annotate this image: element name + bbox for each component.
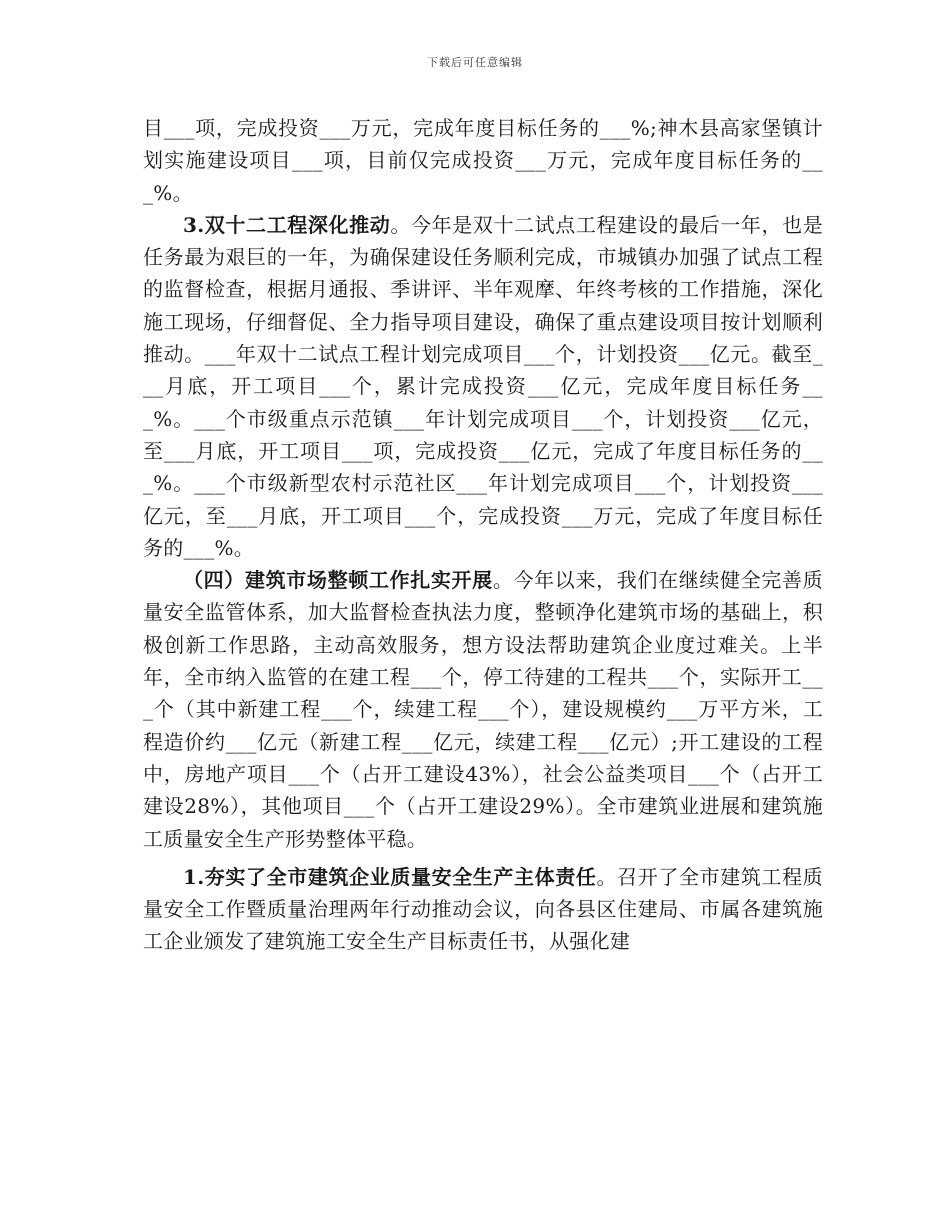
page-header: 下载后可任意编辑 [427,56,523,69]
paragraph-construction-market [143,564,823,855]
document-body [143,112,823,958]
paragraph-text: 目___项，完成投资___万元，完成年度目标任务的___%;神木县高家堡镇计划实施建设项目___项，目前仅完成投资___万元，完成年度目标任务的___%。 [143,116,823,205]
paragraph-lead: 1.夯实了全市建筑企业质量安全生产主体责任 [183,864,597,889]
paragraph-text: 。今年以来，我们在继续健全完善质量安全监管体系，加大监督检查执法力度，整顿净化建筑市场的基础上，积极创新工作思路，主动高效服务，想方设法帮助建筑企业度过难关。上半年，全市纳入监管的在建工程___个，停工待建的工程共___个，实际开工___个（其中新建工程___个，续建工程___个），建设规模约___万平方米，工程造价约___亿元（新建工程___亿元，续建工程___亿元）;开工建设的工程中，房地产项目___个（占开工建设43%），社会公益类项目___个（占开工建设28%），其他项目___个（占开工建设29%）。全市建筑业进展和建筑施工质量安全生产形势整体平稳。 [143,568,823,851]
paragraph-lead: 3.双十二工程深化推动 [183,212,391,237]
paragraph-text: 。召开了全市建筑工程质量安全工作暨质量治理两年行动推动会议，向各县区住建局、市属各建筑施工企业颁发了建筑施工安全生产目标责任书，从强化建 [143,864,823,954]
paragraph-double-twelve-project [143,209,823,564]
paragraph-text: 。今年是双十二试点工程建设的最后一年，也是任务最为艰巨的一年，为确保建设任务顺利完成，市城镇办加强了试点工程的监督检查，根据月通报、季讲评、半年观摩、年终考核的工作措施，深化施工现场，仔细督促、全力指导项目建设，确保了重点建设项目按计划顺利推动。___年双十二试点工程计划完成项目___个，计划投资___亿元。截至___月底，开工项目___个，累计完成投资___亿元，完成年度目标任务___%。___个市级重点示范镇___年计划完成项目___个，计划投资___亿元，至___月底，开工项目___项，完成投资___亿元，完成了年度目标任务的___%。___个市级新型农村示范社区___年计划完成项目___个，计划投资___亿元，至___月底，开工项目___个，完成投资___万元，完成了年度目标任务的___%。 [143,212,823,560]
paragraph-lead: （四）建筑市场整顿工作扎实开展 [183,568,493,593]
paragraph-safety-responsibility [143,861,823,958]
paragraph-continuation [143,112,823,209]
